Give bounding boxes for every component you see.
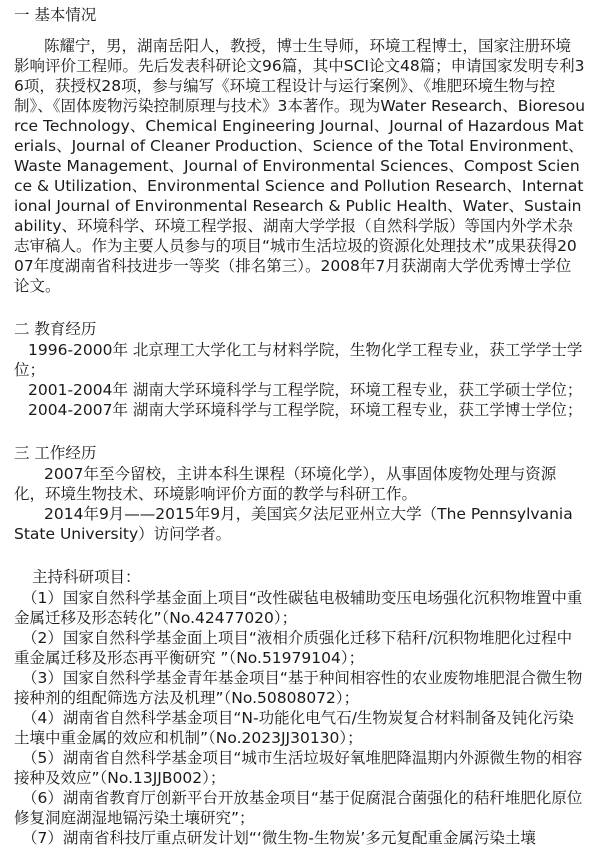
education-item: 2004-2007年 湖南大学环境科学与工程学院，环境工程专业，获工学博士学位； [28,401,583,419]
section-heading-education: 二 教育经历 [14,320,97,338]
project-item: （5）湖南省自然科学基金项目“城市生活垃圾好氧堆肥降温期内外源微生物的相容接种及效应”（No.13JJB002）； [14,749,583,787]
project-item: （7）湖南省科技厅重点研发计划“‘微生物-生物炭’多元复配重金属污染土壤 [22,829,536,847]
work-paragraph: 2007年至今留校，主讲本科生课程（环境化学），从事固体废物处理与资源化，环境生物技术、环境影响评价方面的教学与科研工作。 [14,465,557,503]
education-item: 2001-2004年 湖南大学环境科学与工程学院，环境工程专业，获工学硕士学位； [28,381,583,399]
section-heading-basic: 一 基本情况 [14,6,97,24]
work-paragraph: 2014年9月——2015年9月，美国宾夕法尼亚州立大学（The Pennsylvania State University）访问学者。 [14,505,573,543]
section-heading-work: 三 工作经历 [14,444,97,462]
project-item: （6）湖南省教育厅创新平台开放基金项目“基于促腐混合菌强化的秸秆堆肥化原位修复洞庭湖湿地镉污染土壤研究”； [14,789,583,827]
project-item: （3）国家自然科学基金青年基金项目“基于种间相容性的农业废物堆肥混合微生物接种剂的组配筛选方法及机理”（No.50808072）； [14,669,583,707]
basic-info-paragraph: 陈耀宁，男，湖南岳阳人，教授，博士生导师，环境工程博士，国家注册环境影响评价工程师。先后发表科研论文96篇，其中SCI论文48篇；申请国家发明专利36项，获授权28项，参与编写《环境工程设计与运行案例》、《堆肥环境生物与控制》、《固体废物污染控制原理与技术》3本著作。现为Water Research、Bioresource Technology、Chemical Engineering Journal、Journal of Hazardous Materials、Journal of Cleaner Production、Science of the Total Environment、Waste Management、Journal of Environmental Sciences、Compost Science & Utilization、Environmental Science and Pollution Research、International Journal of Environmental Research & Public Health、Water、Sustainability、环境科学、环境工程学报、湖南大学学报（自然科学版）等国内外学术杂志审稿人。作为主要人员参与的项目“城市生活垃圾的资源化处理技术”成果获得2007年度湖南省科技进步一等奖（排名第三）。2008年7月获湖南大学优秀博士学位论文。 [14,37,586,295]
project-item: （2）国家自然科学基金面上项目“液相介质强化迁移下秸秆/沉积物堆肥化过程中重金属迁移及形态再平衡研究 ”（No.51979104）； [14,629,573,667]
project-item: （1）国家自然科学基金面上项目“改性碳毡电极辅助变压电场强化沉积物堆置中重金属迁移及形态转化”（No.42477020）； [14,589,583,627]
project-item: （4）湖南省自然科学基金项目“N-功能化电气石/生物炭复合材料制备及钝化污染土壤中重金属的效应和机制”（No.2023JJ30130）； [14,709,574,747]
projects-title: 主持科研项目： [32,568,141,586]
education-list [14,340,586,420]
projects-list [14,588,586,848]
education-item: 1996-2000年 北京理工大学化工与材料学院，生物化学工程专业，获工学学士学位； [14,341,583,379]
